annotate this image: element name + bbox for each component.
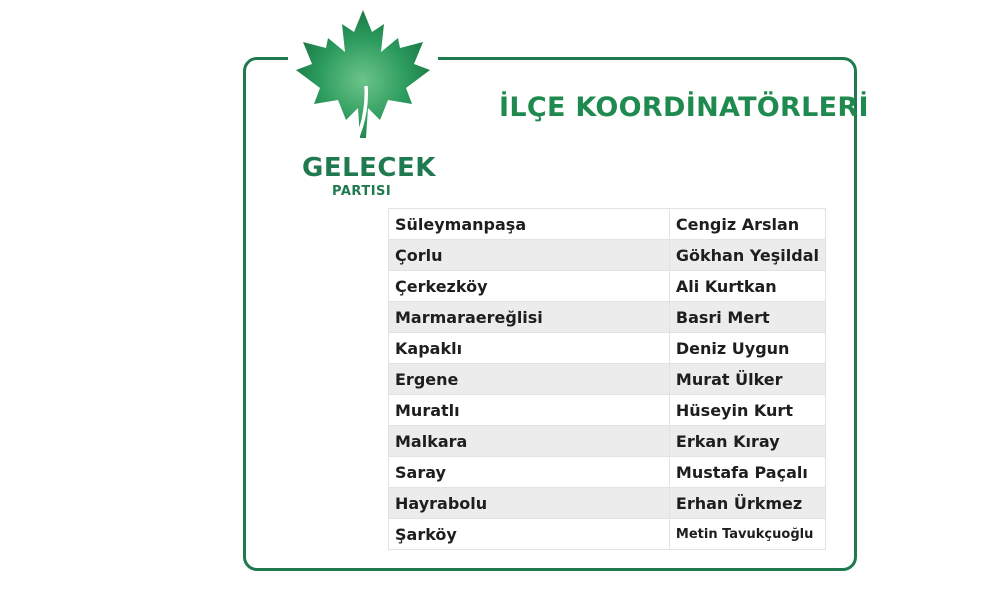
table-row [389,519,826,550]
maple-leaf-icon [288,8,438,158]
district-cell: Malkara [389,426,670,457]
brand-subtitle: PARTISI [332,184,392,199]
district-cell: Çerkezköy [389,271,670,302]
coordinator-cell: Metin Tavukçuoğlu [669,519,825,550]
table-row [389,364,826,395]
table-row [389,333,826,364]
table-row [389,302,826,333]
coordinator-cell: Basri Mert [669,302,825,333]
district-cell: Şarköy [389,519,670,550]
table-row [389,271,826,302]
district-cell: Süleymanpaşa [389,209,670,240]
coordinator-cell: Cengiz Arslan [669,209,825,240]
table-row [389,457,826,488]
coordinator-cell: Gökhan Yeşildal [669,240,825,271]
coordinator-cell: Erkan Kıray [669,426,825,457]
district-cell: Marmaraereğlisi [389,302,670,333]
table-row [389,426,826,457]
table-row [389,488,826,519]
district-cell: Saray [389,457,670,488]
coordinator-cell: Erhan Ürkmez [669,488,825,519]
coordinator-table [388,208,826,550]
district-cell: Çorlu [389,240,670,271]
district-cell: Ergene [389,364,670,395]
district-cell: Hayrabolu [389,488,670,519]
brand-name: GELECEK [302,153,436,183]
district-cell: Kapaklı [389,333,670,364]
page-title: İLÇE KOORDİNATÖRLERİ [499,92,869,123]
table-row [389,209,826,240]
coordinator-cell: Murat Ülker [669,364,825,395]
coordinator-cell: Ali Kurtkan [669,271,825,302]
coordinator-cell: Hüseyin Kurt [669,395,825,426]
district-cell: Muratlı [389,395,670,426]
coordinator-cell: Mustafa Paçalı [669,457,825,488]
coordinator-cell: Deniz Uygun [669,333,825,364]
table-row [389,240,826,271]
table-row [389,395,826,426]
